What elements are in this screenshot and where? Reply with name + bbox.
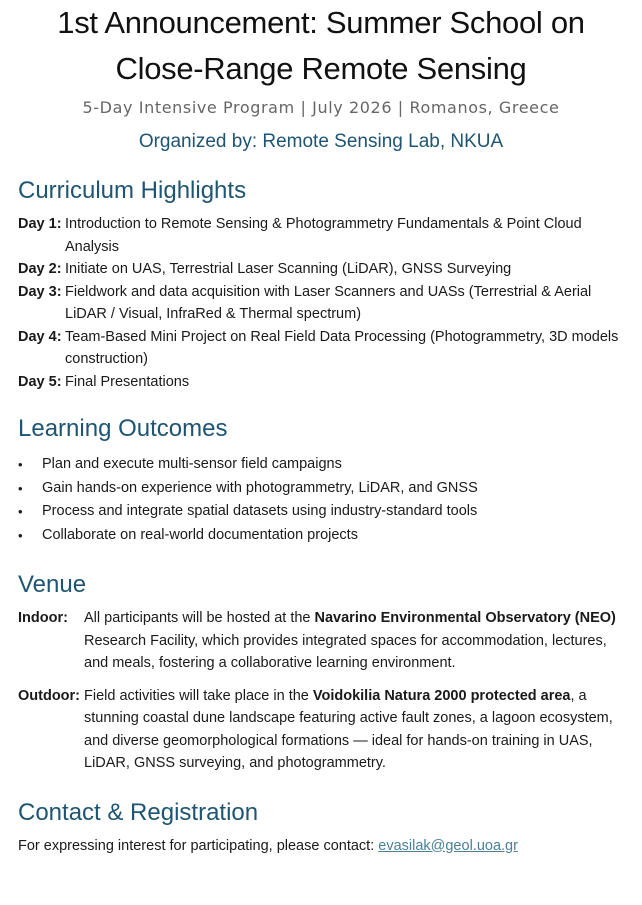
venue-indoor-post: Research Facility, which provides integrated spaces for accommodation, lectures, and meals, fostering a collaborative learning environment.: [84, 632, 607, 671]
contact-heading: Contact & Registration: [18, 798, 259, 826]
day-item: [18, 326, 624, 371]
outcome-text: Process and integrate spatial datasets using industry-standard tools: [42, 503, 478, 519]
venue-indoor-name: Navarino Environmental Observatory (NEO): [314, 610, 616, 626]
bullet-icon: •: [18, 457, 23, 472]
contact-section: [18, 799, 624, 857]
venue-outdoor-label: Outdoor:: [18, 687, 81, 704]
venue-outdoor-text: [84, 685, 624, 775]
venue-outdoor-name: Voidokilia Natura 2000 protected area: [312, 687, 571, 704]
list-item: [18, 453, 624, 477]
learning-outcomes-section: [18, 415, 624, 547]
day-description: Team-Based Mini Project on Real Field Data Processing (Photogrammetry, 3D models construction): [65, 328, 619, 367]
learning-outcomes-heading: Learning Outcomes: [18, 415, 228, 442]
venue-outdoor: [18, 685, 624, 775]
bullet-icon: •: [18, 504, 23, 519]
outcomes-list: [18, 453, 624, 547]
venue-indoor: [18, 607, 624, 675]
list-item: [18, 500, 624, 524]
venue-indoor-text: [84, 607, 624, 675]
outcome-text: Collaborate on real-world documentation projects: [42, 526, 358, 543]
curriculum-section: [18, 177, 624, 393]
contact-text: For expressing interest for participating, please contact:: [18, 837, 379, 854]
venue-indoor-label: Indoor:: [18, 610, 68, 626]
day-item: [18, 371, 624, 394]
curriculum-heading: Curriculum Highlights: [18, 177, 247, 204]
outcome-text: Plan and execute multi-sensor field campaigns: [42, 456, 342, 472]
bullet-icon: •: [18, 480, 23, 496]
organizer-line: Organized by: Remote Sensing Lab, NKUA: [138, 131, 504, 152]
day-description: Initiate on UAS, Terrestrial Laser Scanning (LiDAR), GNSS Surveying: [65, 261, 512, 277]
day-label: Day 5:: [18, 373, 62, 390]
contact-email-link[interactable]: evasilak@geol.uoa.gr: [378, 837, 518, 854]
day-item: [18, 258, 624, 281]
venue-outdoor-pre: Field activities will take place in the: [84, 687, 313, 704]
day-label: Day 2:: [18, 261, 62, 277]
bullet-icon: •: [18, 527, 23, 543]
day-item: [18, 213, 624, 258]
day-label: Day 4:: [18, 328, 62, 345]
page-title: [18, 0, 624, 92]
title-line-1: 1st Announcement: Summer School on: [57, 5, 585, 40]
day-list: [18, 213, 624, 393]
list-item: [18, 524, 624, 548]
program-subtitle: 5-Day Intensive Program | July 2026 | Romanos, Greece: [82, 98, 560, 117]
outcome-text: Gain hands-on experience with photogrammetry, LiDAR, and GNSS: [42, 479, 478, 496]
day-description: Introduction to Remote Sensing & Photogrammetry Fundamentals & Point Cloud Analysis: [65, 216, 582, 255]
day-description: Fieldwork and data acquisition with Laser Scanners and UASs (Terrestrial & Aerial LiDAR / Visual, InfraRed & Thermal spectrum): [65, 283, 592, 322]
day-item: [18, 281, 624, 326]
title-line-2: Close-Range Remote Sensing: [115, 51, 527, 86]
venue-section: [18, 571, 624, 775]
contact-line: [18, 835, 624, 857]
day-label: Day 1:: [18, 216, 62, 232]
day-label: Day 3:: [18, 283, 62, 300]
venue-outdoor-post: , a stunning coastal dune landscape featuring active fault zones, a lagoon ecosystem, and diverse geomorphological formations — ideal for hands-on training in UAS, LiDAR, GNSS surveying, and photogrammetry.: [84, 687, 613, 771]
venue-indoor-pre: All participants will be hosted at the: [84, 610, 315, 626]
venue-heading: Venue: [18, 571, 87, 598]
list-item: [18, 477, 624, 501]
day-description: Final Presentations: [65, 373, 190, 390]
